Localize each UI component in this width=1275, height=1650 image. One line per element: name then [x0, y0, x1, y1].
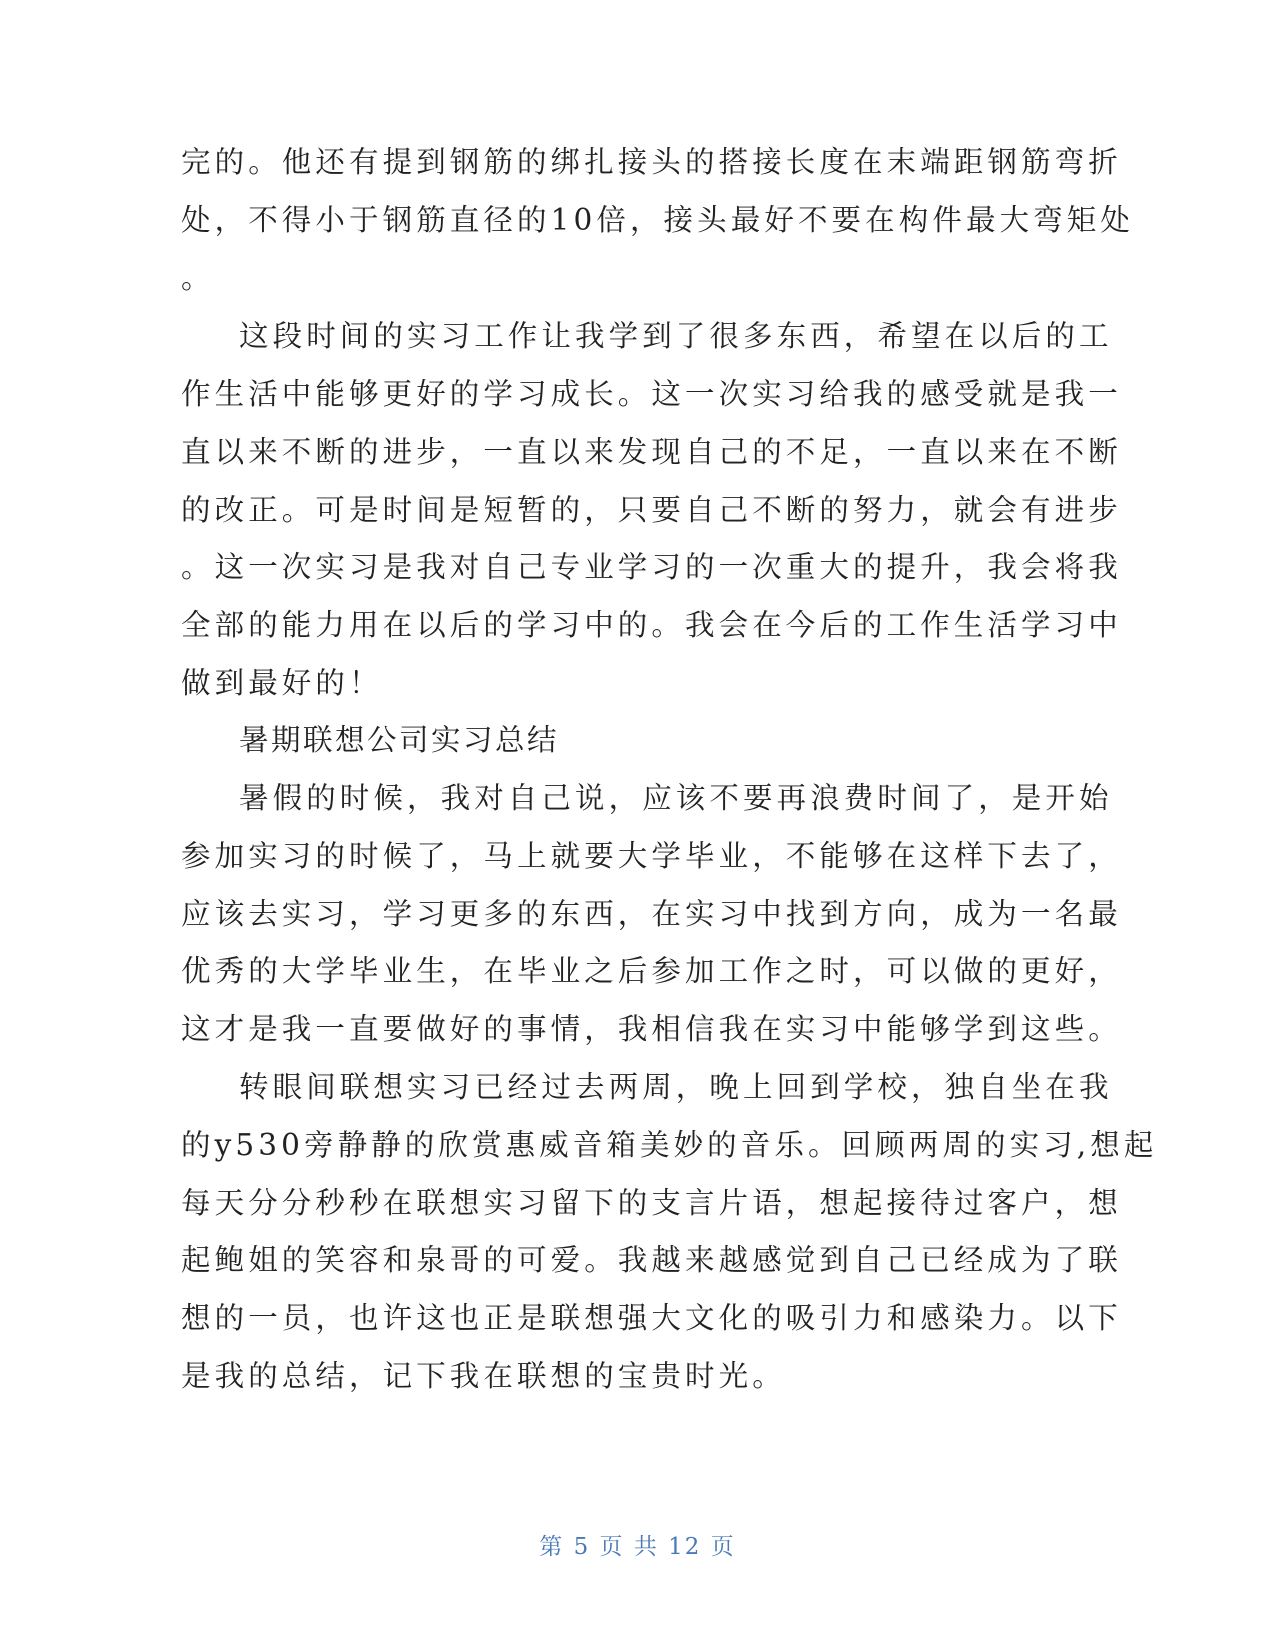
- page-footer: 第 5 页 共 12 页: [539, 1534, 736, 1560]
- text-line: 。: [181, 261, 215, 295]
- text-line: 想的一员，也许这也正是联想强大文化的吸引力和感染力。以下: [181, 1301, 1122, 1335]
- section-heading: 暑期联想公司实习总结: [239, 723, 560, 757]
- text-line: 的y530旁静静的欣赏惠威音箱美妙的音乐。回顾两周的实习,想起: [181, 1128, 1158, 1162]
- text-line: 。这一次实习是我对自己专业学习的一次重大的提升，我会将我: [181, 550, 1122, 584]
- text-line: 做到最好的！: [181, 666, 383, 700]
- text-line: 应该去实习，学习更多的东西，在实习中找到方向，成为一名最: [181, 897, 1122, 931]
- text-line: 这才是我一直要做好的事情，我相信我在实习中能够学到这些。: [181, 1012, 1122, 1046]
- text-line: 处，不得小于钢筋直径的10倍，接头最好不要在构件最大弯矩处: [181, 203, 1134, 237]
- text-line: 优秀的大学毕业生，在毕业之后参加工作之时，可以做的更好，: [181, 954, 1122, 988]
- text-line: 的改正。可是时间是短暂的，只要自己不断的努力，就会有进步: [181, 493, 1122, 527]
- text-line: 直以来不断的进步，一直以来发现自己的不足，一直以来在不断: [181, 435, 1122, 469]
- text-line: 作生活中能够更好的学习成长。这一次实习给我的感受就是我一: [181, 377, 1122, 411]
- text-line: 这段时间的实习工作让我学到了很多东西，希望在以后的工: [239, 319, 1113, 353]
- text-line: 全部的能力用在以后的学习中的。我会在今后的工作生活学习中: [181, 608, 1122, 642]
- text-line: 起鲍姐的笑容和泉哥的可爱。我越来越感觉到自己已经成为了联: [181, 1243, 1122, 1277]
- text-line: 暑假的时候，我对自己说，应该不要再浪费时间了，是开始: [239, 781, 1113, 815]
- text-line: 参加实习的时候了，马上就要大学毕业，不能够在这样下去了，: [181, 839, 1122, 873]
- text-line: 完的。他还有提到钢筋的绑扎接头的搭接长度在末端距钢筋弯折: [181, 145, 1122, 179]
- text-line: 每天分分秒秒在联想实习留下的支言片语，想起接待过客户，想: [181, 1186, 1122, 1220]
- text-line: 转眼间联想实习已经过去两周，晚上回到学校，独自坐在我: [239, 1070, 1113, 1104]
- text-line: 是我的总结，记下我在联想的宝贵时光。: [181, 1359, 786, 1393]
